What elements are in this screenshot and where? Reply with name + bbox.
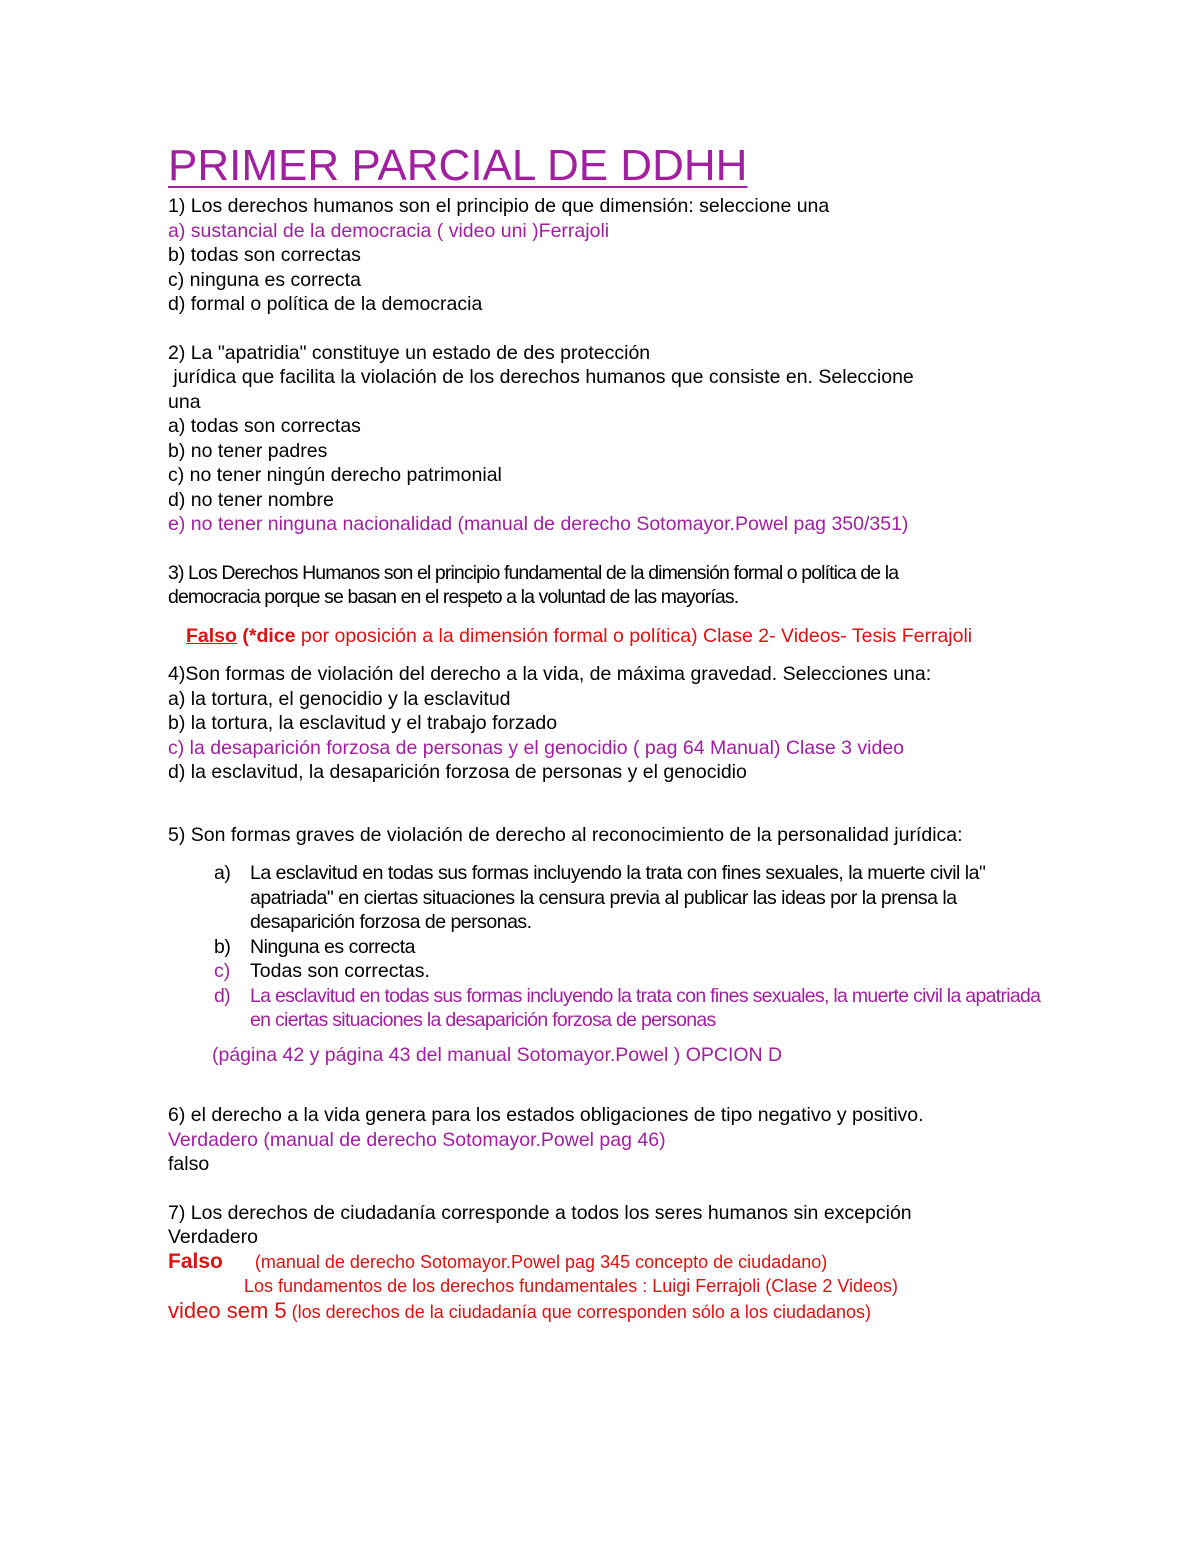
question-text-cont: democracia porque se basan en el respeto a la voluntad de las mayorías. [168,586,739,608]
option-marker: b) [214,935,231,958]
answer-label: Falso [168,1249,223,1273]
answer-paren: ( [242,624,249,647]
option-marker: d) [214,984,230,1007]
option-text: Todas son correctas. [250,960,430,982]
question-4 [168,662,1048,785]
video-label: video sem 5 [168,1297,287,1323]
question-text: 7) Los derechos de ciudadanía corresponde a todos los seres humanos sin excepción [168,1201,912,1224]
answer-reference: (manual de derecho Sotomayor.Powel pag 345 concepto de ciudadano) [254,1251,828,1272]
option: falso [168,1153,210,1175]
answer-label: Falso [186,624,237,647]
exam-content [168,140,1048,1324]
answer-line [168,1299,1048,1325]
question-text: 1) Los derechos humanos son el principio de que dimensión: seleccione una [168,195,830,217]
list-item [168,861,1048,935]
answer-line [168,1250,1048,1275]
question-6 [168,1103,1048,1177]
option: a) la tortura, el genocidio y la esclavitud [168,687,511,710]
option-text: Ninguna es correcta [250,935,416,958]
answer-reference: por oposición a la dimensión formal o política) Clase 2- Videos- Tesis Ferrajoli [295,624,973,647]
option-correct: a) sustancial de la democracia ( video uni )Ferrajoli [168,219,610,242]
question-text-cont: una [168,390,201,413]
option-correct: Verdadero (manual de derecho Sotomayor.Powel pag 46) [168,1128,666,1151]
question-2 [168,341,1048,537]
option: d) formal o política de la democracia [168,293,483,315]
option-text: La esclavitud en todas sus formas incluyendo la trata con fines sexuales, la muerte civil la" apatriada" en ciertas situaciones la censura previa al publicar las ideas por la prensa la desaparición forzosa de personas. [250,862,986,933]
option: b) todas son correctas [168,244,361,266]
answer-reference: Los fundamentos de los derechos fundamentales : Luigi Ferrajoli (Clase 2 Videos) [244,1276,899,1296]
option-correct: e) no tener ninguna nacionalidad (manual de derecho Sotomayor.Powel pag 350/351) [168,513,909,535]
option-correct: c) la desaparición forzosa de personas y el genocidio ( pag 64 Manual) Clase 3 video [168,736,905,759]
page-title: PRIMER PARCIAL DE DDHH [168,141,748,190]
option-marker: c) [214,960,231,982]
option-marker: a) [214,862,231,884]
option: a) todas son correctas [168,415,361,437]
question-3 [168,561,1048,649]
list-item-correct [168,984,1048,1033]
question-text: 3) Los Derechos Humanos son el principio fundamental de la dimensión formal o política de la [168,561,899,584]
question-5 [168,823,1048,1068]
answer-reference: (página 42 y página 43 del manual Sotomayor.Powel ) OPCION D [212,1043,783,1066]
question-7 [168,1201,1048,1325]
option: d) no tener nombre [168,488,334,511]
question-1 [168,194,1048,317]
option-list [168,861,1048,1033]
option: b) no tener padres [168,439,328,462]
option: Verdadero [168,1226,258,1248]
question-text: 4)Son formas de violación del derecho a la vida, de máxima gravedad. Selecciones una: [168,663,932,685]
question-text-cont: jurídica que facilita la violación de los derechos humanos que consiste en. Seleccione [168,366,914,388]
question-text: 6) el derecho a la vida genera para los estados obligaciones de tipo negativo y positivo. [168,1104,924,1126]
option: b) la tortura, la esclavitud y el trabajo forzado [168,712,558,734]
option: c) ninguna es correcta [168,268,361,291]
option: c) no tener ningún derecho patrimonial [168,464,502,486]
option-text: La esclavitud en todas sus formas incluyendo la trata con fines sexuales, la muerte civil la apatriada en ciertas situaciones la desaparición forzosa de personas [250,984,1041,1031]
list-item [168,935,1048,960]
list-item [168,959,1048,984]
answer-dice: *dice [248,624,296,647]
question-text: 2) La "apatridia" constituye un estado de des protección [168,341,651,364]
option: d) la esclavitud, la desaparición forzosa de personas y el genocidio [168,761,747,783]
answer-line [168,624,1048,649]
video-note: (los derechos de la ciudadanía que corresponden sólo a los ciudadanos) [286,1301,872,1322]
question-text: 5) Son formas graves de violación de derecho al reconocimiento de la personalidad jurídica: [168,823,963,846]
